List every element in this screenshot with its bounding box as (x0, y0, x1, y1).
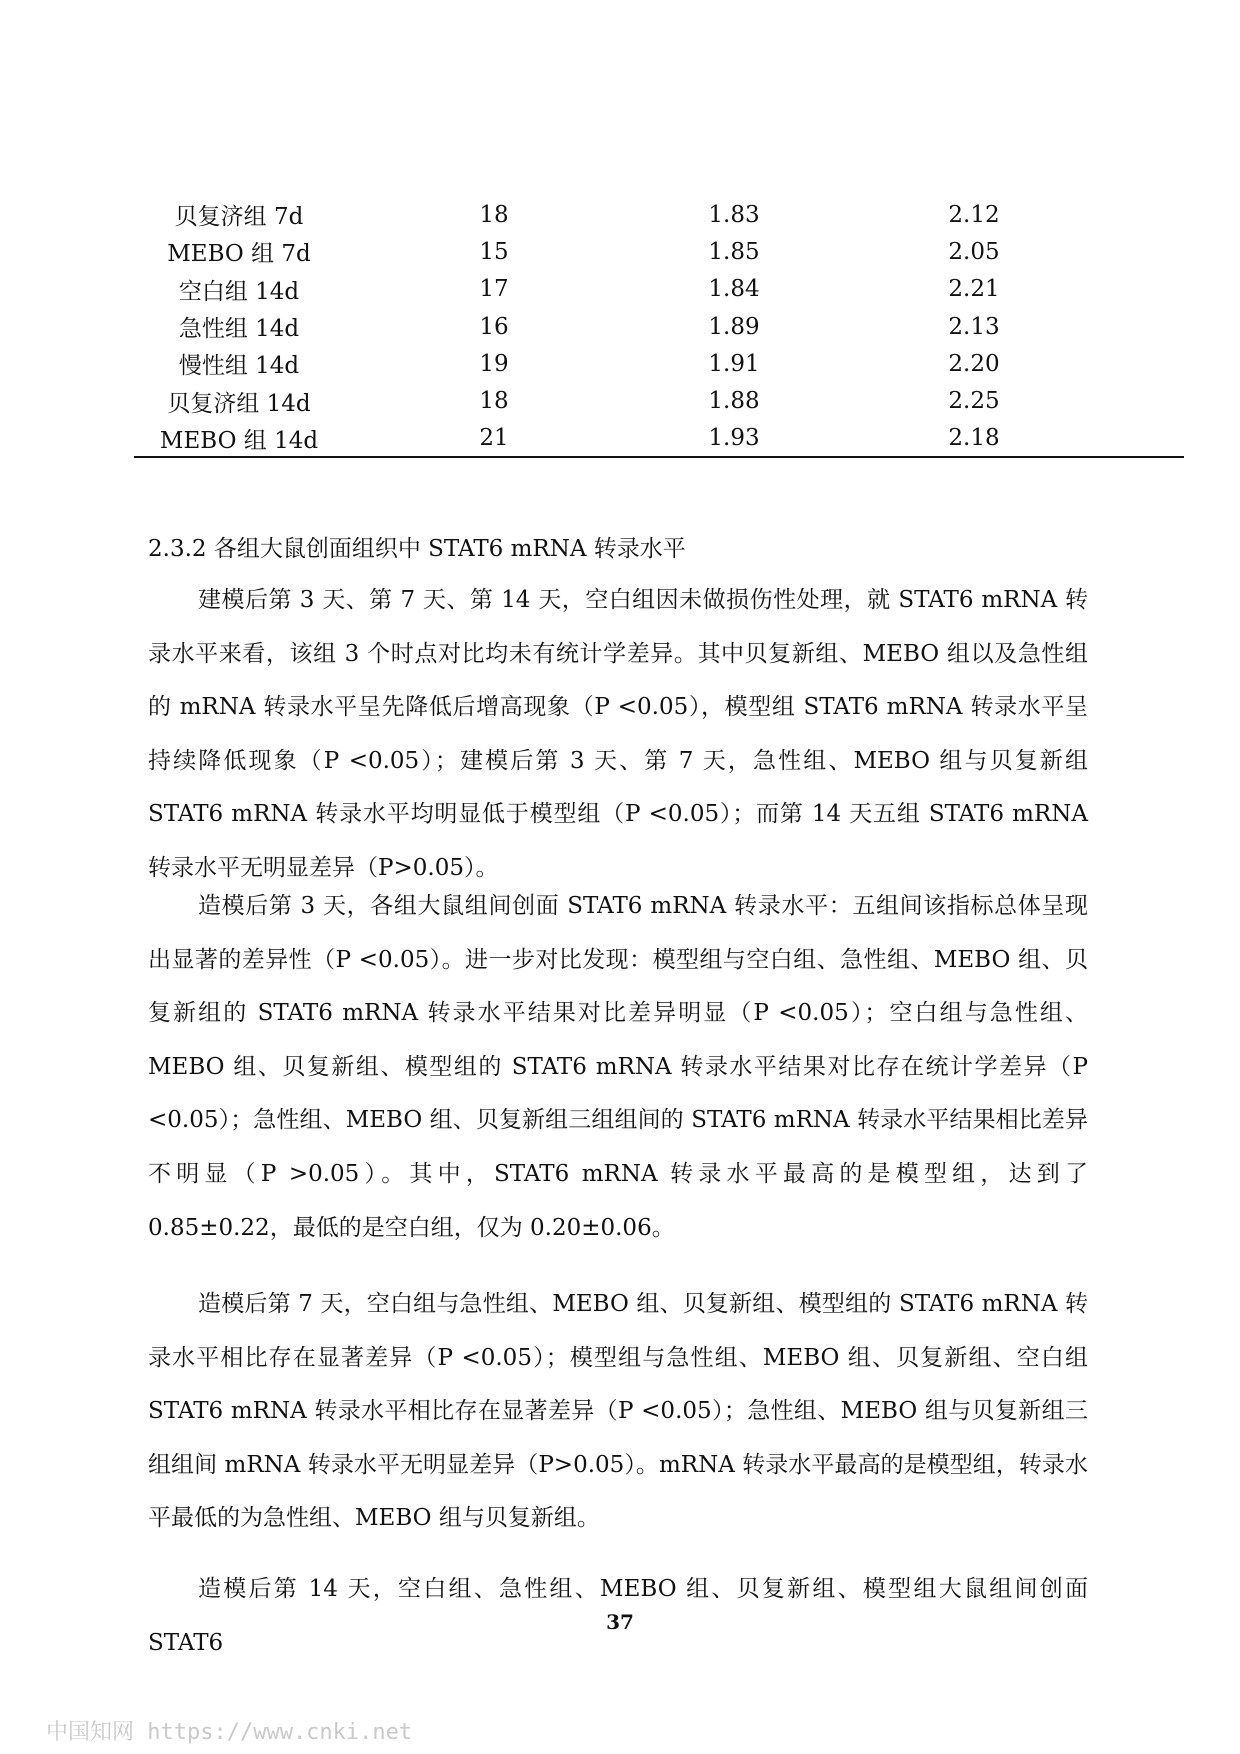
table-cell: 贝复济组 7d (174, 204, 304, 231)
table-cell: 贝复济组 14d (167, 390, 311, 417)
table-cell: 15 (479, 238, 509, 265)
data-table (134, 196, 1184, 457)
paragraph-3: 造模后第 7 天，空白组与急性组、MEBO 组、贝复新组、模型组的 STAT6 mRNA 转录水平相比存在显著差异（P <0.05）；模型组与急性组、MEBO 组、贝复新组、空白组 STAT6 mRNA 转录水平相比存在显著差异（P <0.05）；急性组、MEBO 组与贝复新组三组组间 mRNA 转录水平无明显差异（P>0.05）。mRNA 转录水平最高的是模型组，转录水平最低的为急性组、MEBO 组与贝复新组。 (148, 1291, 1088, 1532)
table-cell: 1.84 (708, 276, 760, 303)
table-cell: MEBO 组 7d (167, 241, 311, 268)
table-cell: 18 (479, 388, 509, 415)
table-cell: 2.18 (948, 425, 1000, 452)
table-cell: 1.83 (708, 201, 760, 228)
table-cell: 1.93 (708, 425, 760, 452)
table-cell: MEBO 组 14d (159, 427, 319, 454)
table-row (134, 382, 1184, 419)
page-number: 37 (606, 1610, 634, 1634)
table-cell: 1.85 (708, 238, 760, 265)
table-bottom-rule (134, 456, 1184, 458)
table-cell: 2.21 (948, 276, 1000, 303)
paragraph-2: 造模后第 3 天，各组大鼠组间创面 STAT6 mRNA 转录水平：五组间该指标总体呈现出显著的差异性（P <0.05）。进一步对比发现：模型组与空白组、急性组、MEBO 组、贝复新组的 STAT6 mRNA 转录水平结果对比差异明显（P <0.05）；空白组与急性组、MEBO 组、贝复新组、模型组的 STAT6 mRNA 转录水平结果对比存在统计学差异（P <0.05）；急性组、MEBO 组、贝复新组三组组间的 STAT6 mRNA 转录水平结果相比差异不明显（P >0.05）。其中，STAT6 mRNA 转录水平最高的是模型组，达到了 0.85±0.22，最低的是空白组，仅为 0.20±0.06。 (148, 893, 1088, 1241)
table-cell: 2.25 (948, 388, 1000, 415)
watermark: 中国知网 https://www.cnki.net (46, 1720, 413, 1745)
table-row (134, 345, 1184, 382)
table-cell: 2.12 (948, 201, 1000, 228)
paragraph-4: 造模后第 14 天，空白组、急性组、MEBO 组、贝复新组、模型组大鼠组间创面 STAT6 (148, 1576, 1088, 1656)
table-row (134, 308, 1184, 345)
table-cell: 空白组 14d (178, 278, 300, 305)
table-cell: 19 (479, 350, 509, 377)
table-cell: 2.20 (948, 350, 1000, 377)
table-cell: 17 (479, 276, 509, 303)
table-row (134, 271, 1184, 308)
table-cell: 1.88 (708, 388, 760, 415)
table-row (134, 233, 1184, 270)
table-cell: 1.91 (708, 350, 760, 377)
table-cell: 急性组 14d (178, 316, 300, 343)
paragraph-1: 建模后第 3 天、第 7 天、第 14 天，空白组因未做损伤性处理，就 STAT6 mRNA 转录水平来看，该组 3 个时点对比均未有统计学差异。其中贝复新组、MEBO 组以及急性组的 mRNA 转录水平呈先降低后增高现象（P <0.05），模型组 STAT6 mRNA 转录水平呈持续降低现象（P <0.05）；建模后第 3 天、第 7 天，急性组、MEBO 组与贝复新组 STAT6 mRNA 转录水平均明显低于模型组（P <0.05）；而第 14 天五组 STAT6 mRNA 转录水平无明显差异（P>0.05）。 (148, 587, 1088, 881)
table-cell: 2.05 (948, 238, 1000, 265)
table-cell: 21 (479, 425, 509, 452)
table-cell: 18 (479, 201, 509, 228)
table-cell: 慢性组 14d (178, 353, 300, 380)
table-cell: 16 (479, 313, 509, 340)
table-row (134, 420, 1184, 457)
table-cell: 2.13 (948, 313, 1000, 340)
table-cell: 1.89 (708, 313, 760, 340)
table-row (134, 196, 1184, 233)
section-heading: 2.3.2 各组大鼠创面组织中 STAT6 mRNA 转录水平 (148, 536, 686, 562)
